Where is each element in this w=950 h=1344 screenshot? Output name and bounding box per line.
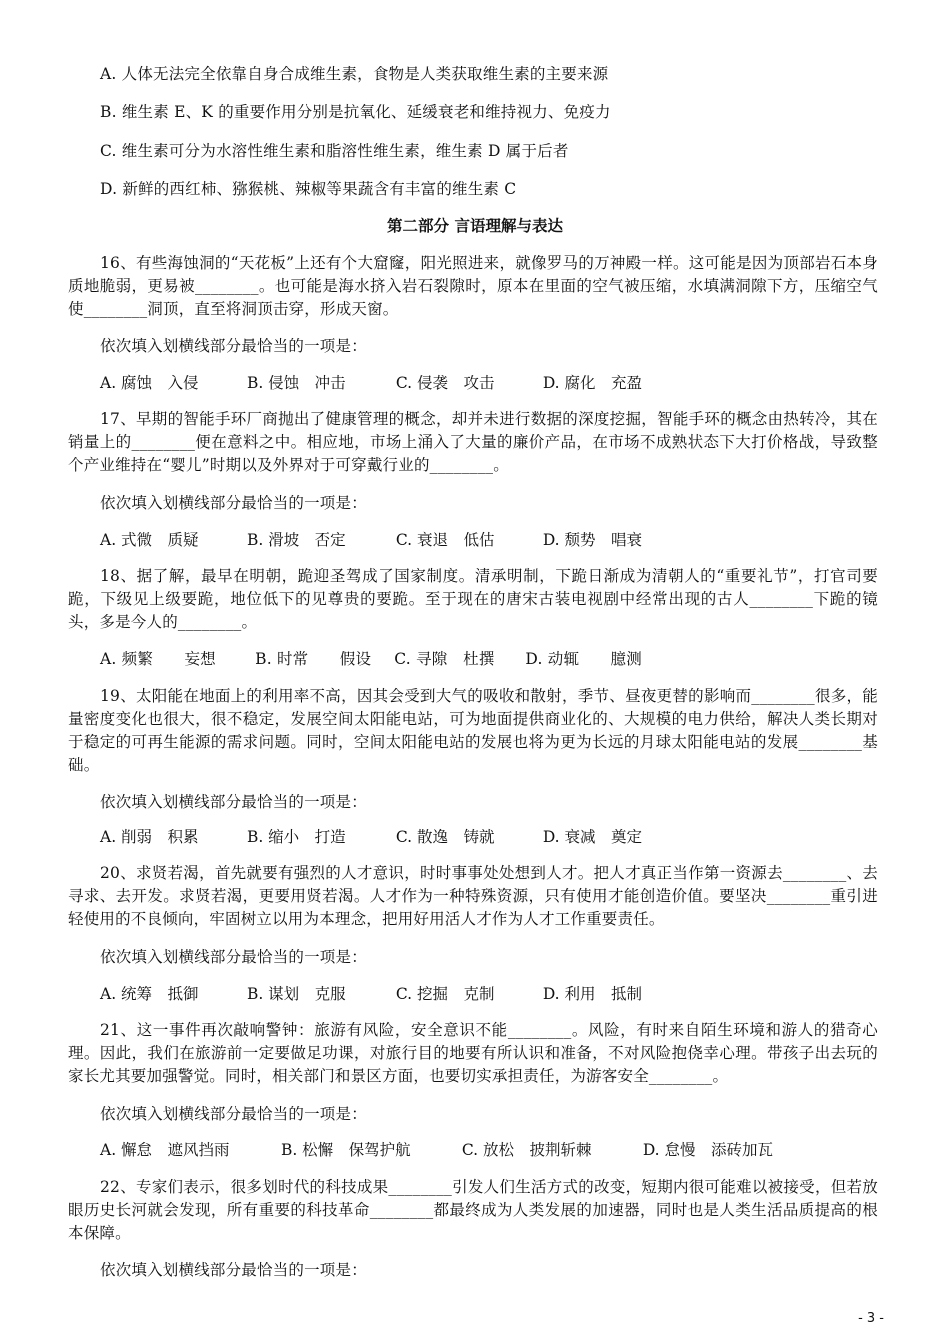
option-b: B. 缩小 打造 bbox=[246, 828, 346, 846]
question-17-stem: 17、早期的智能手环厂商抛出了健康管理的概念，却并未进行数据的深度挖掘，智能手环的概念由热转冷，其在销量上的________便在意料之中。相应地，市场上涌入了大量的廉价产品，在市场不成熟状态下大打价格战，导致整个产业维持在“婴儿”时期以及外界对于可穿戴行业的________。 bbox=[68, 410, 878, 474]
option-d: D. 腐化 充盈 bbox=[542, 374, 643, 392]
question-20-prompt: 依次填入划横线部分最恰当的一项是： bbox=[100, 948, 367, 966]
option-a: A. 频繁 妄想 bbox=[100, 650, 216, 668]
option-a: A. 腐蚀 入侵 bbox=[100, 374, 199, 392]
question-17-prompt: 依次填入划横线部分最恰当的一项是： bbox=[100, 494, 367, 512]
option-c: C. 散逸 铸就 bbox=[395, 828, 495, 846]
page-number: - 3 - bbox=[858, 1311, 884, 1326]
option-b: B. 谋划 克服 bbox=[246, 985, 346, 1003]
question-20-stem: 20、求贤若渴，首先就要有强烈的人才意识，时时事事处处想到人才。把人才真正当作第一资源去________、去寻求、去开发。求贤若渴，更要用贤若渴。人才作为一种特殊资源，只有使用才能创造价值。要坚决________重引进轻使用的不良倾向，牢固树立以用为本理念，把用好用活人才作为人才工作重要责任。 bbox=[68, 864, 878, 928]
question-19-prompt: 依次填入划横线部分最恰当的一项是： bbox=[100, 793, 367, 811]
question-21-prompt: 依次填入划横线部分最恰当的一项是： bbox=[100, 1105, 367, 1123]
question-20-options bbox=[100, 984, 642, 1004]
prev-option-b: B. 维生素 E、K 的重要作用分别是抗氧化、延缓衰老和维持视力、免疫力 bbox=[100, 103, 611, 121]
question-16-options bbox=[100, 373, 642, 393]
option-b: B. 时常 假设 bbox=[255, 650, 372, 668]
option-c: C. 放松 披荆斩棘 bbox=[461, 1141, 592, 1159]
prev-option-d: D. 新鲜的西红柿、猕猴桃、辣椒等果蔬含有丰富的维生素 C bbox=[100, 180, 517, 198]
option-d: D. 颓势 唱衰 bbox=[542, 531, 643, 549]
option-a: A. 懈怠 遮风挡雨 bbox=[100, 1141, 230, 1159]
option-d: D. 动辄 臆测 bbox=[525, 650, 642, 668]
question-21-stem: 21、这一事件再次敲响警钟：旅游有风险，安全意识不能________。风险，有时来自陌生环境和游人的猎奇心理。因此，我们在旅游前一定要做足功课，对旅行目的地要有所认识和准备，不对风险抱侥幸心理。带孩子出去玩的家长尤其要加强警觉。同时，相关部门和景区方面，也要切实承担责任，为游客安全________。 bbox=[68, 1021, 878, 1085]
question-16-stem: 16、有些海蚀洞的“天花板”上还有个大窟窿，阳光照进来，就像罗马的万神殿一样。这可能是因为顶部岩石本身质地脆弱，更易被________。也可能是海水挤入岩石裂隙时，原本在里面的空气被压缩，水填满洞隙下方，压缩空气使________洞顶，直至将洞顶击穿，形成天窗。 bbox=[68, 254, 878, 318]
question-17-options bbox=[100, 530, 642, 550]
option-a: A. 削弱 积累 bbox=[100, 828, 199, 846]
option-b: B. 滑坡 否定 bbox=[246, 531, 346, 549]
question-18-stem: 18、据了解，最早在明朝，跪迎圣驾成了国家制度。清承明制，下跪日渐成为清朝人的“重要礼节”，打官司要跪，下级见上级要跪，地位低下的见尊贵的要跪。至于现在的唐宋古装电视剧中经常出现的古人________下跪的镜头，多是今人的________。 bbox=[68, 567, 878, 631]
section-title: 第二部分 言语理解与表达 bbox=[387, 217, 563, 235]
option-d: D. 怠慢 添砖加瓦 bbox=[642, 1141, 774, 1159]
option-d: D. 衰减 奠定 bbox=[542, 828, 643, 846]
question-16-prompt: 依次填入划横线部分最恰当的一项是： bbox=[100, 337, 367, 355]
prev-option-c: C. 维生素可分为水溶性维生素和脂溶性维生素，维生素 D 属于后者 bbox=[100, 142, 569, 160]
question-22-stem: 22、专家们表示，很多划时代的科技成果________引发人们生活方式的改变，短期内很可能难以被接受，但若放眼历史长河就会发现，所有重要的科技革命________都最终成为人类发展的加速器，同时也是人类生活品质提高的根本保障。 bbox=[68, 1178, 878, 1242]
question-18-options bbox=[100, 649, 642, 669]
option-d: D. 利用 抵制 bbox=[542, 985, 643, 1003]
option-b: B. 侵蚀 冲击 bbox=[246, 374, 346, 392]
option-c: C. 侵袭 攻击 bbox=[395, 374, 495, 392]
question-19-options bbox=[100, 827, 642, 847]
option-b: B. 松懈 保驾护航 bbox=[280, 1141, 411, 1159]
option-c: C. 寻隙 杜撰 bbox=[394, 650, 495, 668]
question-21-options bbox=[100, 1140, 773, 1160]
option-c: C. 挖掘 克制 bbox=[395, 985, 495, 1003]
option-a: A. 统筹 抵御 bbox=[100, 985, 199, 1003]
prev-option-a: A. 人体无法完全依靠自身合成维生素，食物是人类获取维生素的主要来源 bbox=[100, 65, 609, 83]
question-22-prompt: 依次填入划横线部分最恰当的一项是： bbox=[100, 1261, 367, 1279]
option-a: A. 式微 质疑 bbox=[100, 531, 199, 549]
question-19-stem: 19、太阳能在地面上的利用率不高，因其会受到大气的吸收和散射，季节、昼夜更替的影响而________很多，能量密度变化也很大，很不稳定，发展空间太阳能电站，可为地面提供商业化的、大规模的电力供给，解决人类长期对于稳定的可再生能源的需求问题。同时，空间太阳能电站的发展也将为更为长远的月球太阳能电站的发展________基础。 bbox=[68, 687, 878, 774]
option-c: C. 衰退 低估 bbox=[395, 531, 495, 549]
